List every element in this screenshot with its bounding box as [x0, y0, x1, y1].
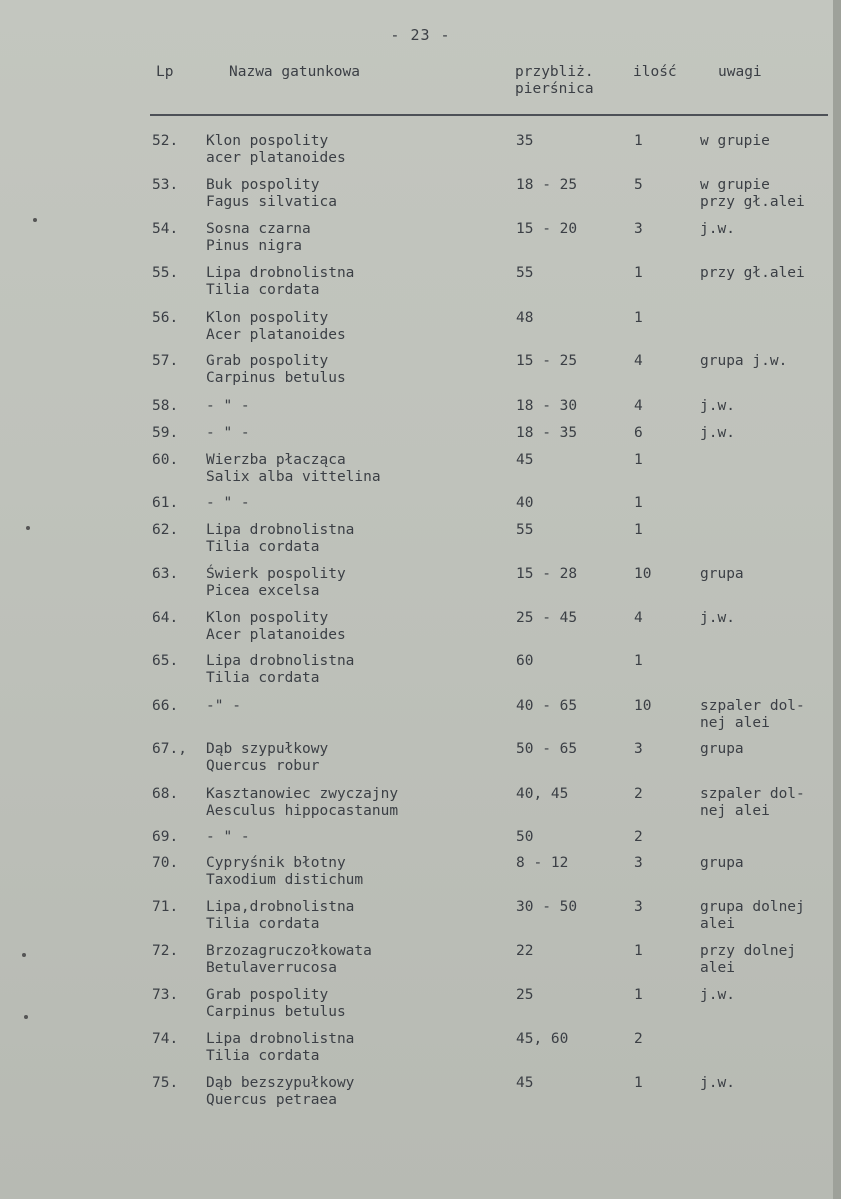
quantity: 1	[634, 495, 643, 511]
row-number: 71.	[152, 899, 179, 915]
species-name: - " -	[206, 829, 250, 845]
approx-diameter: 35	[516, 133, 534, 149]
row-number: 69.	[152, 829, 179, 845]
row-number: 54.	[152, 221, 179, 237]
row-number: 63.	[152, 566, 179, 582]
header-notes: uwagi	[718, 64, 762, 80]
approx-diameter: 18 - 30	[516, 398, 578, 414]
species-name: Kasztanowiec zwyczajny Aesculus hippocastanum	[206, 786, 399, 819]
species-name: Lipa drobnolistna Tilia cordata	[206, 522, 355, 555]
page-edge-shadow	[833, 0, 841, 1199]
notes: j.w.	[700, 987, 735, 1003]
quantity: 4	[634, 610, 643, 626]
species-name: Lipa drobnolistna Tilia cordata	[206, 1031, 355, 1064]
quantity: 1	[634, 310, 643, 326]
approx-diameter: 45	[516, 452, 534, 468]
page-number: - 23 -	[390, 26, 451, 44]
margin-mark	[33, 218, 37, 222]
quantity: 1	[634, 987, 643, 1003]
species-name: Świerk pospolity Picea excelsa	[206, 566, 346, 599]
row-number: 73.	[152, 987, 179, 1003]
notes: szpaler dol- nej alei	[700, 786, 805, 819]
margin-mark	[22, 953, 26, 957]
header-approx-diameter: przybliż. pierśnica	[515, 64, 594, 97]
species-name: Lipa drobnolistna Tilia cordata	[206, 653, 355, 686]
notes: j.w.	[700, 1075, 735, 1091]
notes: grupa	[700, 566, 744, 582]
approx-diameter: 55	[516, 522, 534, 538]
approx-diameter: 45, 60	[516, 1031, 569, 1047]
species-name: Sosna czarna Pinus nigra	[206, 221, 311, 254]
notes: j.w.	[700, 610, 735, 626]
quantity: 1	[634, 265, 643, 281]
row-number: 57.	[152, 353, 179, 369]
row-number: 70.	[152, 855, 179, 871]
row-number: 55.	[152, 265, 179, 281]
quantity: 1	[634, 1075, 643, 1091]
row-number: 52.	[152, 133, 179, 149]
row-number: 66.	[152, 698, 179, 714]
notes: j.w.	[700, 425, 735, 441]
row-number: 68.	[152, 786, 179, 802]
row-number: 75.	[152, 1075, 179, 1091]
header-species-name: Nazwa gatunkowa	[229, 64, 360, 80]
header-lp: Lp	[156, 64, 174, 80]
species-name: Grab pospolity Carpinus betulus	[206, 353, 346, 386]
margin-mark	[24, 1015, 28, 1019]
approx-diameter: 30 - 50	[516, 899, 578, 915]
approx-diameter: 8 - 12	[516, 855, 569, 871]
margin-mark	[26, 526, 30, 530]
quantity: 3	[634, 741, 643, 757]
quantity: 1	[634, 452, 643, 468]
row-number: 60.	[152, 452, 179, 468]
row-number: 53.	[152, 177, 179, 193]
quantity: 2	[634, 829, 643, 845]
quantity: 1	[634, 522, 643, 538]
species-name: Dąb szypułkowy Quercus robur	[206, 741, 329, 774]
row-number: 65.	[152, 653, 179, 669]
row-number: 62.	[152, 522, 179, 538]
quantity: 3	[634, 855, 643, 871]
species-name: Dąb bezszypułkowy Quercus petraea	[206, 1075, 355, 1108]
notes: j.w.	[700, 398, 735, 414]
approx-diameter: 45	[516, 1075, 534, 1091]
approx-diameter: 15 - 20	[516, 221, 578, 237]
approx-diameter: 60	[516, 653, 534, 669]
quantity: 6	[634, 425, 643, 441]
species-name: Klon pospolity acer platanoides	[206, 133, 346, 166]
approx-diameter: 50 - 65	[516, 741, 578, 757]
approx-diameter: 22	[516, 943, 534, 959]
approx-diameter: 55	[516, 265, 534, 281]
species-name: - " -	[206, 425, 250, 441]
species-name: Buk pospolity Fagus silvatica	[206, 177, 337, 210]
quantity: 5	[634, 177, 643, 193]
species-name: Lipa,drobnolistna Tilia cordata	[206, 899, 355, 932]
species-name: Lipa drobnolistna Tilia cordata	[206, 265, 355, 298]
header-rule	[150, 114, 828, 116]
quantity: 4	[634, 398, 643, 414]
approx-diameter: 15 - 28	[516, 566, 578, 582]
species-name: Grab pospolity Carpinus betulus	[206, 987, 346, 1020]
row-number: 61.	[152, 495, 179, 511]
approx-diameter: 25	[516, 987, 534, 1003]
quantity: 10	[634, 698, 652, 714]
row-number: 58.	[152, 398, 179, 414]
approx-diameter: 50	[516, 829, 534, 845]
notes: j.w.	[700, 221, 735, 237]
quantity: 2	[634, 786, 643, 802]
species-name: - " -	[206, 398, 250, 414]
species-name: Wierzba płacząca Salix alba vittelina	[206, 452, 381, 485]
header-quantity: ilość	[633, 64, 677, 80]
quantity: 3	[634, 899, 643, 915]
notes: grupa	[700, 741, 744, 757]
notes: przy dolnej alei	[700, 943, 797, 976]
row-number: 64.	[152, 610, 179, 626]
approx-diameter: 25 - 45	[516, 610, 578, 626]
species-name: Klon pospolity Acer platanoides	[206, 610, 346, 643]
approx-diameter: 48	[516, 310, 534, 326]
notes: szpaler dol- nej alei	[700, 698, 805, 731]
row-number: 56.	[152, 310, 179, 326]
approx-diameter: 15 - 25	[516, 353, 578, 369]
species-name: Klon pospolity Acer platanoides	[206, 310, 346, 343]
approx-diameter: 18 - 35	[516, 425, 578, 441]
approx-diameter: 40	[516, 495, 534, 511]
species-name: -" -	[206, 698, 241, 714]
notes: grupa	[700, 855, 744, 871]
quantity: 1	[634, 653, 643, 669]
notes: grupa dolnej alei	[700, 899, 805, 932]
approx-diameter: 40, 45	[516, 786, 569, 802]
row-number: 74.	[152, 1031, 179, 1047]
quantity: 1	[634, 133, 643, 149]
row-number: 72.	[152, 943, 179, 959]
species-name: Cypryśnik błotny Taxodium distichum	[206, 855, 364, 888]
row-number: 67.,	[152, 741, 187, 757]
notes: w grupie	[700, 133, 770, 149]
notes: grupa j.w.	[700, 353, 788, 369]
quantity: 4	[634, 353, 643, 369]
notes: przy gł.alei	[700, 265, 805, 281]
quantity: 2	[634, 1031, 643, 1047]
species-name: Brzozagruczołkowata Betulaverrucosa	[206, 943, 372, 976]
row-number: 59.	[152, 425, 179, 441]
quantity: 1	[634, 943, 643, 959]
approx-diameter: 18 - 25	[516, 177, 578, 193]
quantity: 3	[634, 221, 643, 237]
species-name: - " -	[206, 495, 250, 511]
quantity: 10	[634, 566, 652, 582]
approx-diameter: 40 - 65	[516, 698, 578, 714]
notes: w grupie przy gł.alei	[700, 177, 805, 210]
